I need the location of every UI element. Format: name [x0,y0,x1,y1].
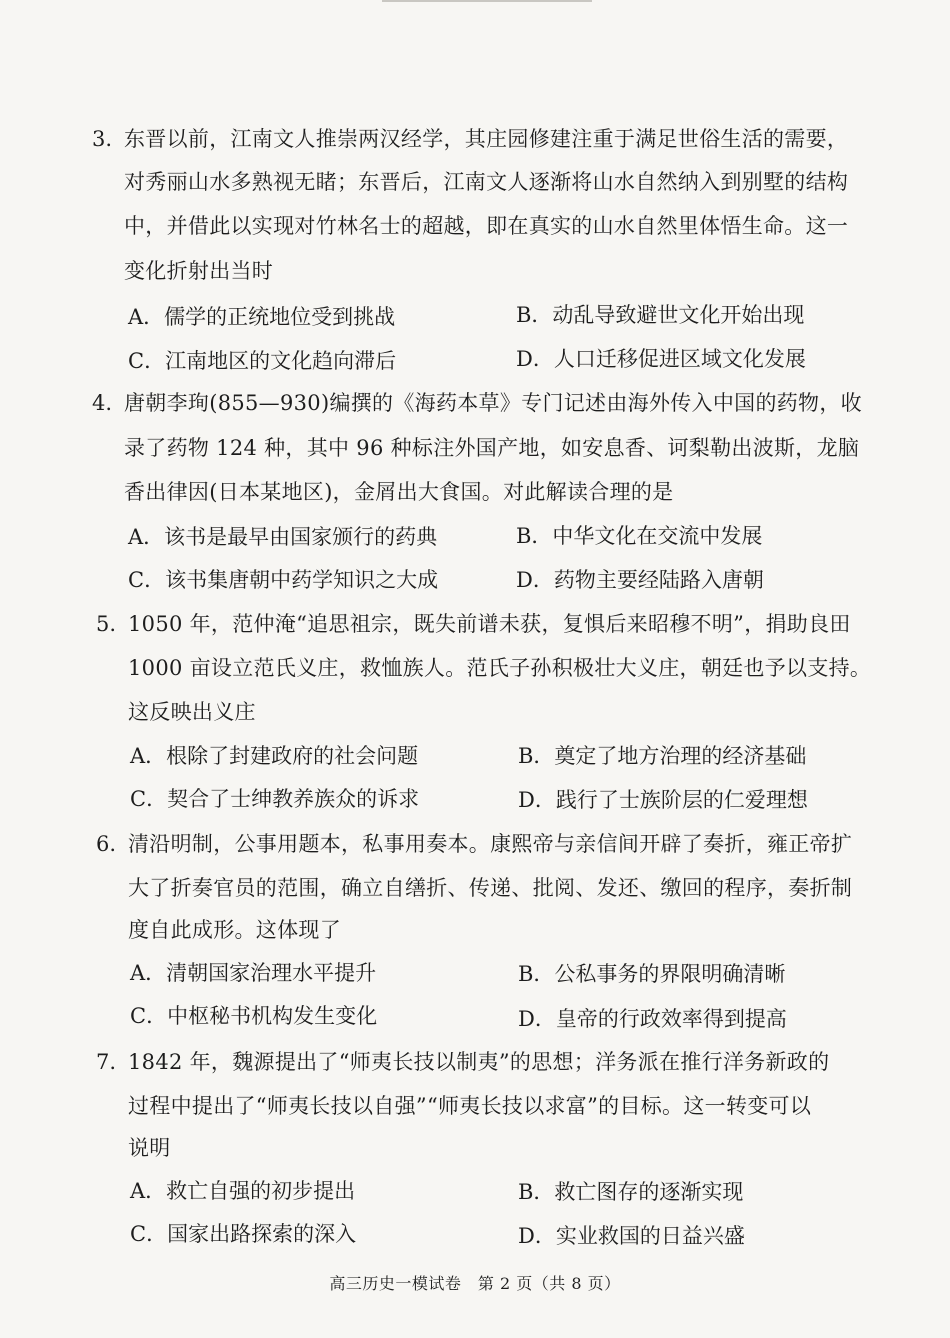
question-number: 4. [92,391,113,415]
option-b: B．奠定了地方治理的经济基础 [518,744,807,768]
question-stem-line: 录了药物 124 种，其中 96 种标注外国产地，如安息香、诃梨勒出波斯，龙脑 [124,436,860,460]
option-b: B．救亡图存的逐渐实现 [518,1180,744,1204]
question-stem-line: 对秀丽山水多熟视无睹；东晋后，江南文人逐渐将山水自然纳入到别墅的结构 [124,170,849,194]
question-stem-line: 1842 年，魏源提出了“师夷长技以制夷”的思想；洋务派在推行洋务新政的 [128,1050,830,1074]
question-stem-line: 东晋以前，江南文人推崇两汉经学，其庄园修建注重于满足世俗生活的需要， [124,127,849,151]
scan-mark [382,0,592,2]
question-stem-line: 1000 亩设立范氏义庄，救恤族人。范氏子孙积极壮大义庄，朝廷也予以支持。 [128,656,872,680]
question-stem-line: 香出律因(日本某地区)，金屑出大食国。对此解读合理的是 [124,480,674,504]
option-b: B．动乱导致避世文化开始出现 [516,303,805,327]
option-c: C．契合了士绅教养族众的诉求 [130,787,420,811]
question-stem-line: 度自此成形。这体现了 [128,918,341,942]
option-a: A．儒学的正统地位受到挑战 [128,305,396,329]
question-stem-line: 中，并借此以实现对竹林名士的超越，即在真实的山水自然里体悟生命。这一 [124,214,849,238]
option-a: A．根除了封建政府的社会问题 [130,744,419,768]
question-stem-line: 说明 [128,1136,171,1160]
option-b: B．公私事务的界限明确清晰 [518,962,786,986]
question-number: 5. [96,612,117,636]
question-number: 3. [92,127,113,151]
option-d: D．人口迁移促进区域文化发展 [516,347,806,371]
question-stem-line: 这反映出义庄 [128,700,256,724]
option-c: C．该书集唐朝中药学知识之大成 [128,568,439,592]
question-number: 6. [96,832,117,856]
option-a: A．该书是最早由国家颁行的药典 [128,525,438,549]
option-b: B．中华文化在交流中发展 [516,524,763,548]
option-c: C．江南地区的文化趋向滞后 [128,349,397,373]
question-stem-line: 过程中提出了“师夷长技以自强”“师夷长技以求富”的目标。这一转变可以 [128,1094,812,1118]
option-d: D．践行了士族阶层的仁爱理想 [518,788,808,812]
question-stem-line: 清沿明制，公事用题本，私事用奏本。康熙帝与亲信间开辟了奏折，雍正帝扩 [128,832,853,856]
question-stem-line: 1050 年，范仲淹“追思祖宗，既失前谱未获，复惧后来昭穆不明”，捐助良田 [128,612,851,636]
question-stem-line: 变化折射出当时 [124,259,274,283]
page-footer: 高三历史一模试卷 第 2 页（共 8 页） [329,1274,621,1293]
option-a: A．救亡自强的初步提出 [130,1179,356,1203]
option-d: D．皇帝的行政效率得到提高 [518,1007,787,1031]
question-stem-line: 唐朝李珣(855—930)编撰的《海药本草》专门记述由海外传入中国的药物，收 [124,391,862,415]
option-d: D．实业救国的日益兴盛 [518,1224,745,1248]
option-d: D．药物主要经陆路入唐朝 [516,568,764,592]
question-number: 7. [96,1050,117,1074]
option-c: C．中枢秘书机构发生变化 [130,1004,378,1028]
question-stem-line: 大了折奏官员的范围，确立自缮折、传递、批阅、发还、缴回的程序，奏折制 [128,876,853,900]
option-c: C．国家出路探索的深入 [130,1222,357,1246]
option-a: A．清朝国家治理水平提升 [130,961,377,985]
